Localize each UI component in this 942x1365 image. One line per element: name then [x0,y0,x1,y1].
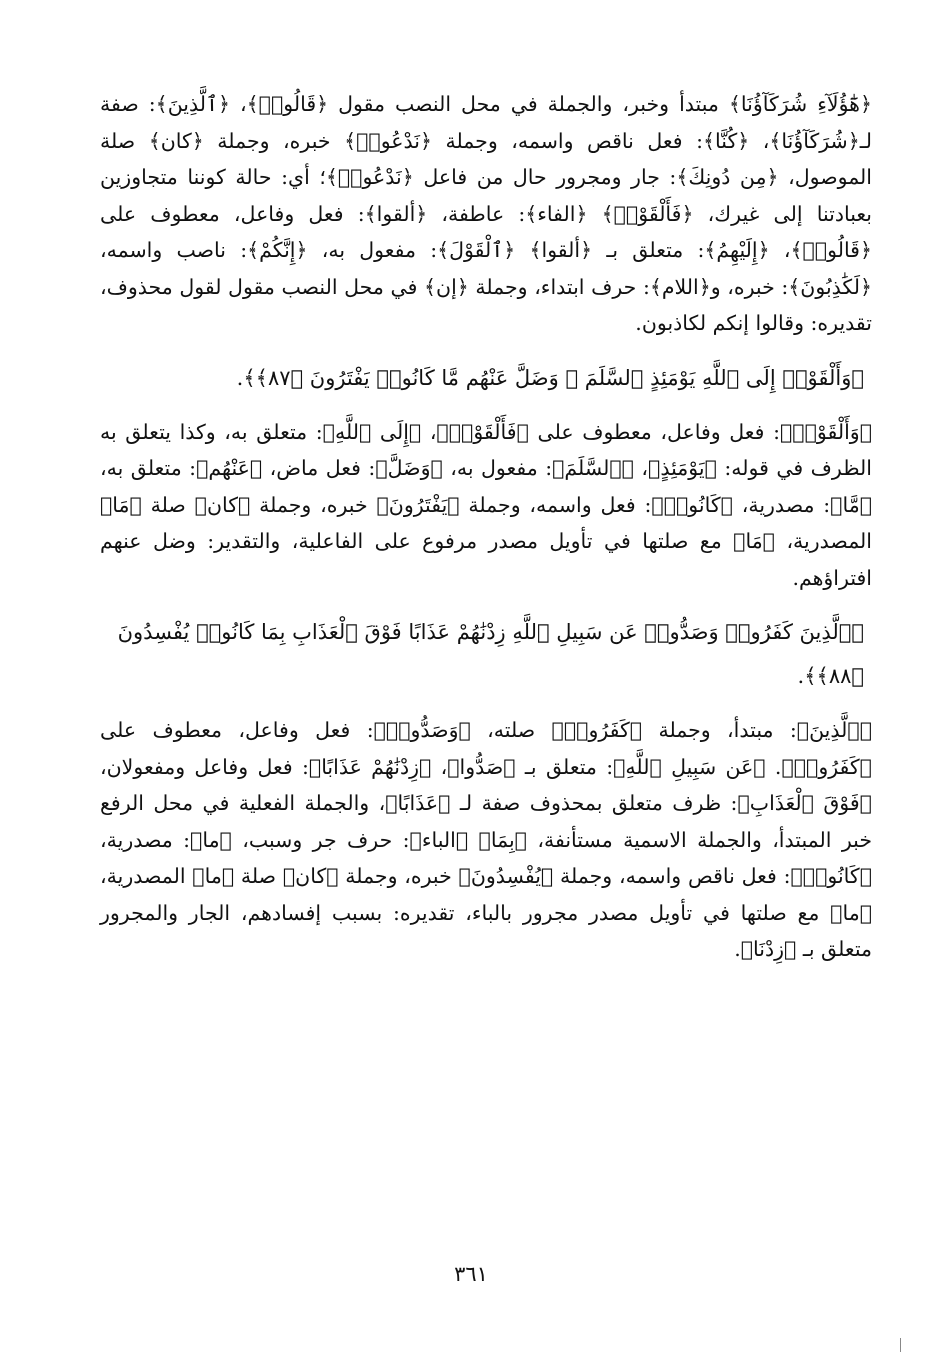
scan-edge-mark [900,1338,901,1352]
page-body [100,86,872,1356]
quran-verse-88: ﴿ٱلَّذِينَ كَفَرُوا۟ وَصَدُّوا۟ عَن سَبِيلِ ٱللَّهِ زِدْنَٰهُمْ عَذَابًا فَوْقَ ٱلْعَذَابِ بِمَا كَانُوا۟ يُفْسِدُونَ ﴿٨٨﴾﴾. [117,620,864,688]
commentary-paragraph-3: ﴿ٱلَّذِينَ﴾: مبتدأ، وجملة ﴿كَفَرُوا۟﴾ صلته، ﴿وَصَدُّوا۟﴾: فعل وفاعل، معطوف على ﴿كَفَرُوا۟﴾. ﴿عَن سَبِيلِ ٱللَّهِ﴾: متعلق بـ ﴿صَدُّوا﴾، ﴿زِدْنَٰهُمْ عَذَابًا﴾: فعل وفاعل ومفعولان، ﴿فَوْقَ ٱلْعَذَابِ﴾: ظرف متعلق بمحذوف صفة لـ ﴿عَذَابًا﴾، والجملة الفعلية في محل الرفع خبر المبتدأ، والجملة الاسمية مستأنفة، ﴿بِمَا﴾ ﴿الباء﴾: حرف جر وسبب، ﴿ما﴾: مصدرية، ﴿كَانُوا۟﴾: فعل ناقص واسمه، وجملة ﴿يُفْسِدُونَ﴾ خبره، وجملة ﴿كان﴾ صلة ﴿ما﴾ المصدرية، ﴿ما﴾ مع صلتها في تأويل مصدر مجرور بالباء، تقديره: بسبب إفسادهم، الجار والمجرور متعلق بـ ﴿زِدْنَا﴾. [100,718,872,961]
quran-verse-87: ﴿وَأَلْقَوْا۟ إِلَى ٱللَّهِ يَوْمَئِذٍ ٱلسَّلَمَ ۖ وَضَلَّ عَنْهُم مَّا كَانُوا۟ يَفْتَرُونَ ﴿٨٧﴾﴾. [236,365,864,390]
commentary-paragraph-1: ﴿هَٰٓؤُلَآءِ شُرَكَآؤُنَا﴾ مبتدأ وخبر، والجملة في محل النصب مقول ﴿قَالُوا۟﴾، ﴿ٱلَّذِينَ﴾: صفة لـ﴿شُرَكَآؤُنَا﴾، ﴿كُنَّا﴾: فعل ناقص واسمه، وجملة ﴿نَدْعُوا۟﴾ خبره، وجملة ﴿كان﴾ صلة الموصول، ﴿مِن دُونِكَ﴾: جار ومجرور حال من فاعل ﴿نَدْعُوا۟﴾؛ أي: حالة كوننا متجاوزين بعبادتنا إلى غيرك، ﴿فَأَلْقَوْا۟﴾ ﴿الفاء﴾: عاطفة، ﴿ألقوا﴾: فعل وفاعل، معطوف على ﴿قَالُوا۟﴾، ﴿إِلَيْهِمُ﴾: متعلق بـ ﴿ألقوا﴾ ﴿ٱلْقَوْلَ﴾: مفعول به، ﴿إِنَّكُمْ﴾: ناصب واسمه، ﴿لَكَٰذِبُونَ﴾: خبره، و﴿اللام﴾: حرف ابتداء، وجملة ﴿إن﴾ في محل النصب مقول لقول محذوف، تقديره: وقالوا إنكم لكاذبون. [100,92,872,335]
commentary-paragraph-2: ﴿وَأَلْقَوْا۟﴾: فعل وفاعل، معطوف على ﴿فَأَلْقَوْا۟﴾، ﴿إِلَى ٱللَّهِ﴾: متعلق به، وكذا يتعلق به الظرف في قوله: ﴿يَوْمَئِذٍ﴾، ﴿ٱلسَّلَمَ﴾: مفعول به، ﴿وَضَلَّ﴾: فعل ماض، ﴿عَنْهُم﴾: متعلق به، ﴿مَّا﴾: مصدرية، ﴿كَانُوا۟﴾: فعل واسمه، وجملة ﴿يَفْتَرُونَ﴾ خبره، وجملة ﴿كان﴾ صلة ﴿مَا﴾ المصدرية، ﴿مَا﴾ مع صلتها في تأويل مصدر مرفوع على الفاعلية، والتقدير: وضل عنهم افتراؤهم. [100,419,872,590]
page-number: ٣٦١ [454,1262,488,1286]
